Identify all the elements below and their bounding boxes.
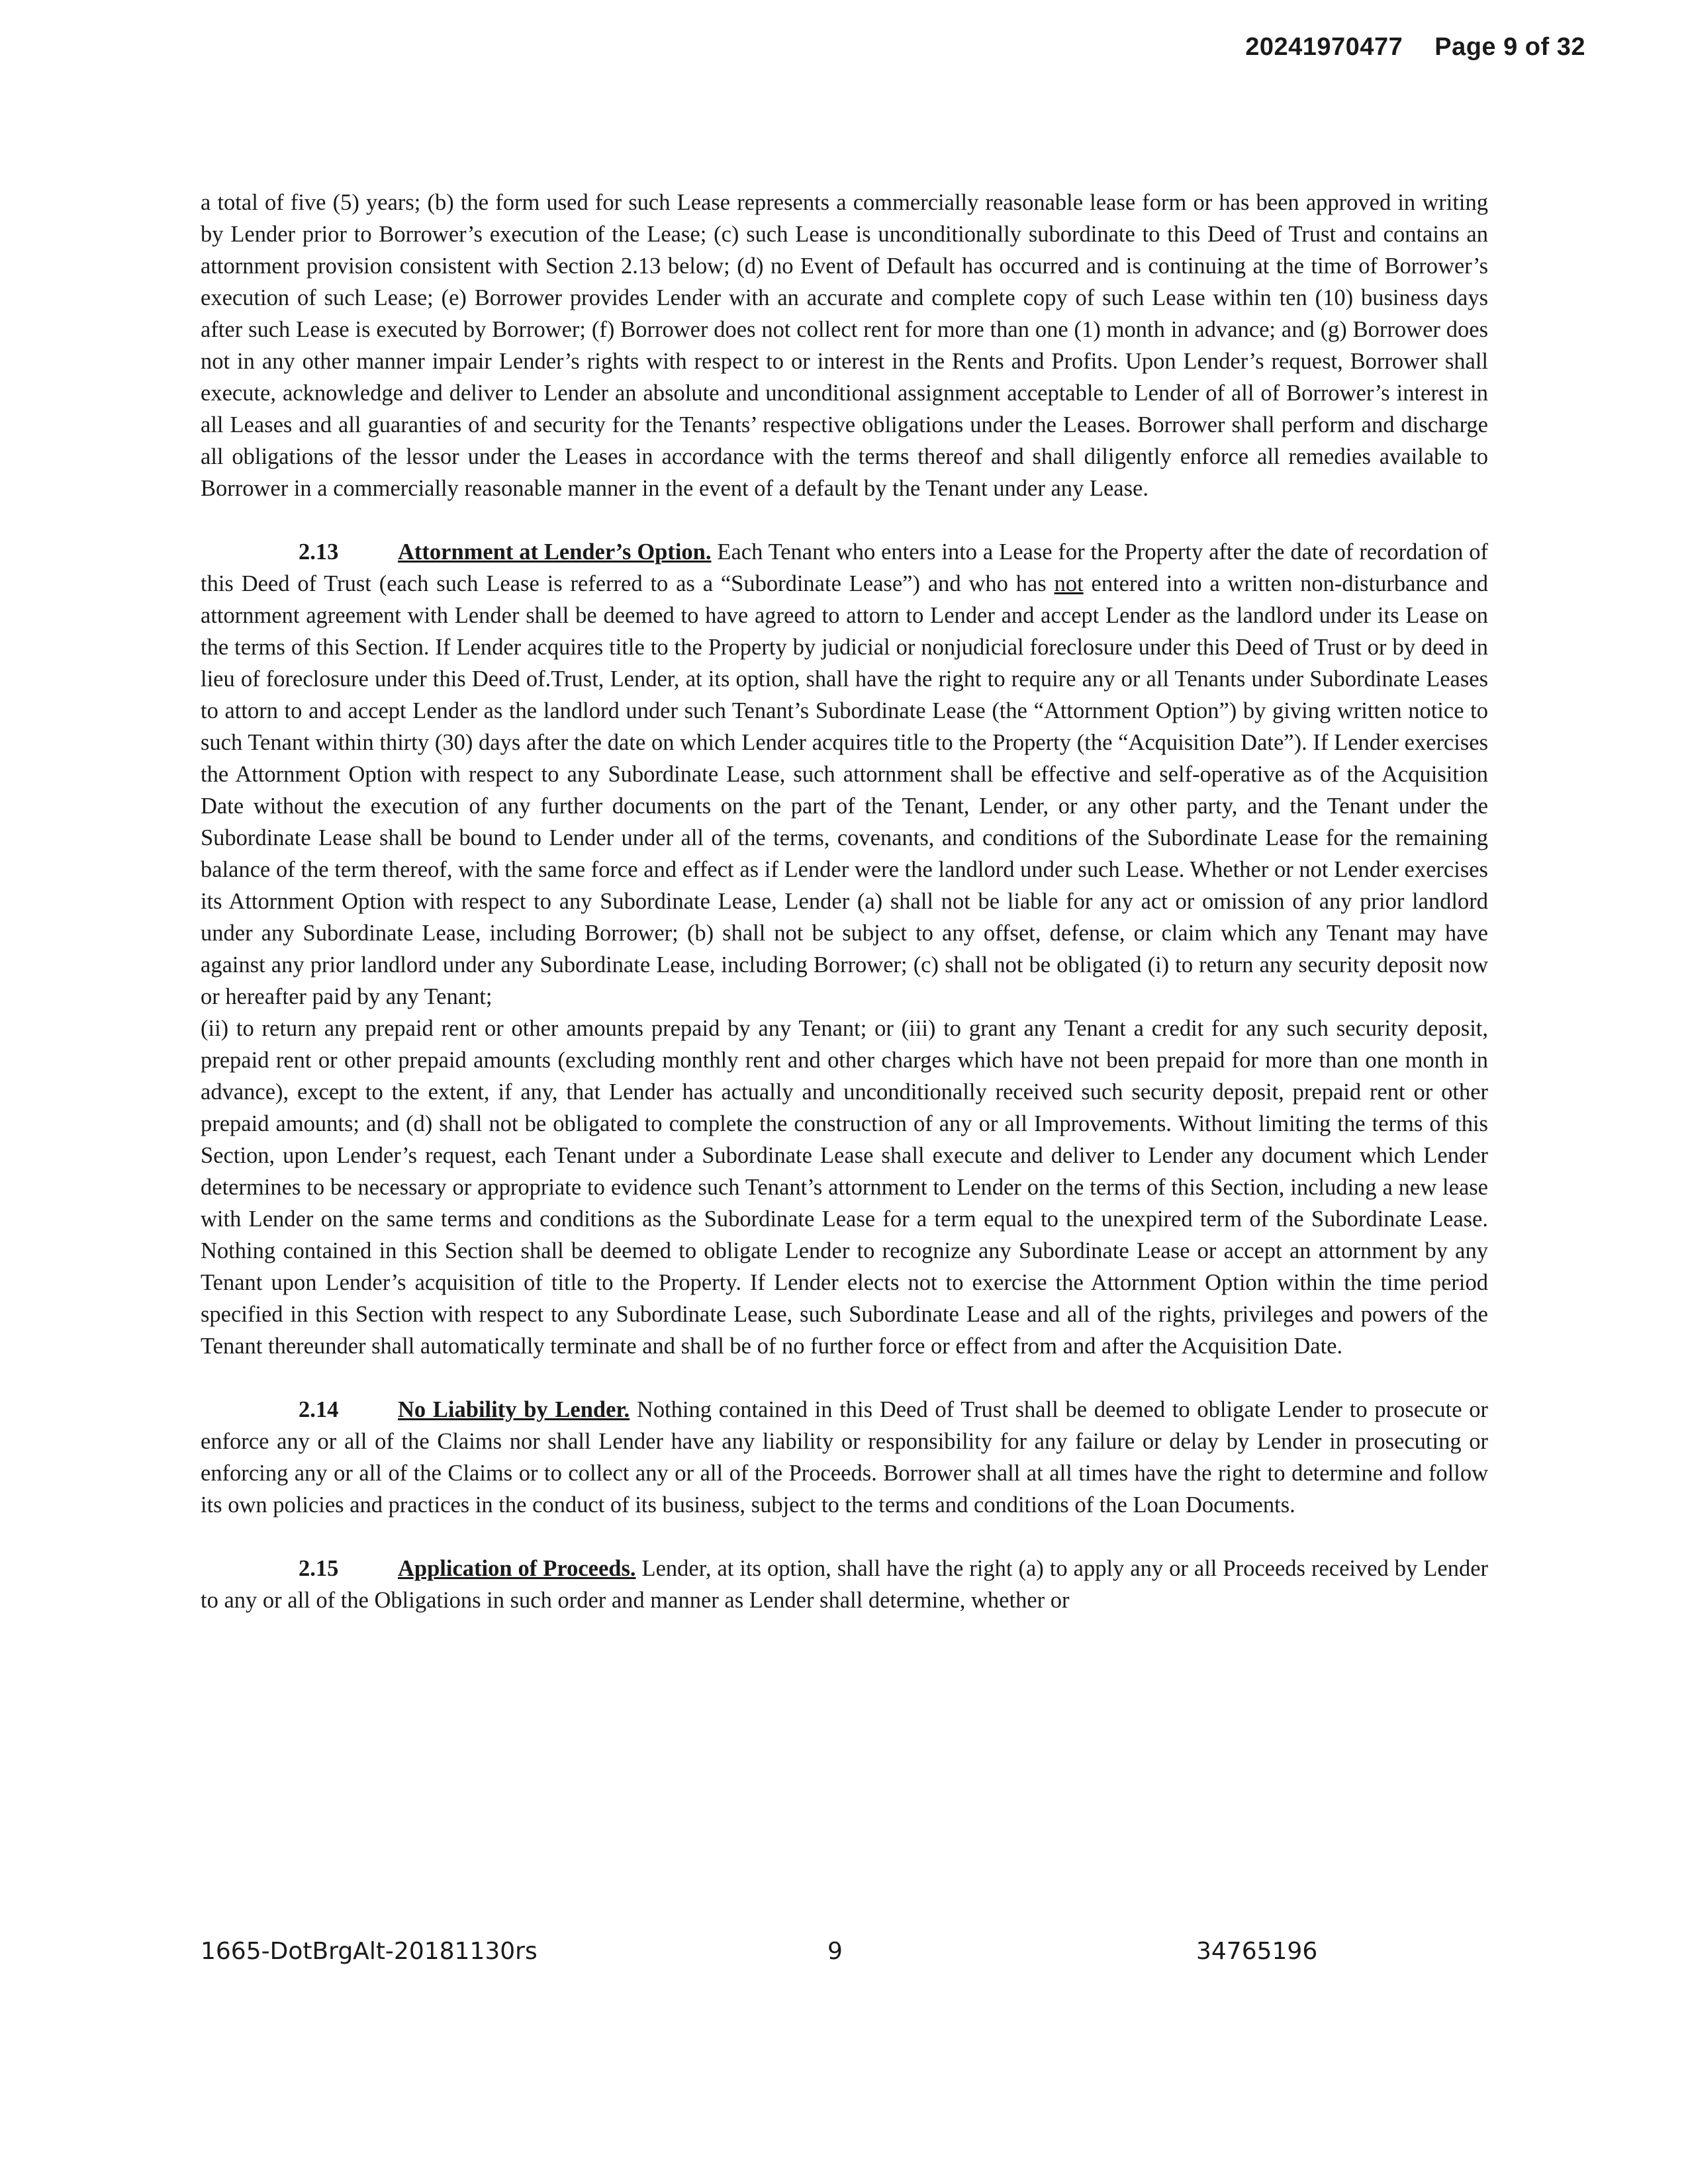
document-body [201, 187, 1488, 1616]
page-header [1245, 33, 1585, 62]
section-title: Attornment at Lender’s Option. [398, 539, 712, 565]
section-number: 2.13 [299, 539, 339, 565]
section-number: 2.15 [299, 1556, 339, 1581]
footer-page-number: 9 [827, 1938, 843, 1965]
section-text: Nothing contained in this Deed of Trust shall be deemed to obligate Lender to prosecute or enforce any or all of the Claims nor shall Lender have any liability or responsibility for any failure or delay by Lender in prosecuting or enforcing any or all of the Claims or to collect any or all of the Proceeds. Borrower shall at all times have the right to determine and follow its own policies and practices in the conduct of its business, subject to the terms and conditions of the Loan Documents. [201, 1397, 1489, 1518]
form-code: 1665-DotBrgAlt-20181130rs [201, 1938, 538, 1965]
section-text: Lender, at its option, shall have the right (a) to apply any or all Proceeds received by Lender to any or all of the Obligations in such order and manner as Lender shall determine, whether or [201, 1556, 1488, 1613]
section-2-14 [201, 1394, 1488, 1521]
section-2-15 [201, 1553, 1488, 1616]
document-number: 20241970477 [1245, 33, 1403, 61]
section-title: No Liability by Lender. [398, 1397, 630, 1422]
section-title: Application of Proceeds. [398, 1556, 636, 1581]
section-2-13 [201, 536, 1488, 1013]
section-2-13-continued: (ii) to return any prepaid rent or other amounts prepaid by any Tenant; or (iii) to grant any Tenant a credit for any such security deposit, prepaid rent or other prepaid amounts (excluding monthly rent and other charges which have not been prepaid for more than one month in advance), except to the extent, if any, that Lender has actually and unconditionally received such security deposit, prepaid rent or other prepaid amounts; and (d) shall not be obligated to complete the construction of any or all Improvements. Without limiting the terms of this Section, upon Lender’s request, each Tenant under a Subordinate Lease shall execute and deliver to Lender any document which Lender determines to be necessary or appropriate to evidence such Tenant’s attornment to Lender on the terms of this Section, including a new lease with Lender on the same terms and conditions as the Subordinate Lease for a term equal to the unexpired term of the Subordinate Lease. Nothing contained in this Section shall be deemed to obligate Lender to recognize any Subordinate Lease or accept an attornment by any Tenant upon Lender’s acquisition of title to the Property. If Lender elects not to exercise the Attornment Option within the time period specified in this Section with respect to any Subordinate Lease, such Subordinate Lease and all of the rights, privileges and powers of the Tenant thereunder shall automatically terminate and shall be of no further force or effect from and after the Acquisition Date. [201, 1016, 1488, 1359]
intro-paragraph: a total of five (5) years; (b) the form used for such Lease represents a commercially reasonable lease form or has been approved in writing by Lender prior to Borrower’s execution of the Lease; (c) such Lease is unconditionally subordinate to this Deed of Trust and contains an attornment provision consistent with Section 2.13 below; (d) no Event of Default has occurred and is continuing at the time of Borrower’s execution of such Lease; (e) Borrower provides Lender with an accurate and complete copy of such Lease within ten (10) business days after such Lease is executed by Borrower; (f) Borrower does not collect rent for more than one (1) month in advance; and (g) Borrower does not in any other manner impair Lender’s rights with respect to or interest in the Rents and Profits. Upon Lender’s request, Borrower shall execute, acknowledge and deliver to Lender an absolute and unconditional assignment acceptable to Lender of all of Borrower’s interest in all Leases and all guaranties of and security for the Tenants’ respective obligations under the Leases. Borrower shall perform and discharge all obligations of the lessor under the Leases in accordance with the terms thereof and shall diligently enforce all remedies available to Borrower in a commercially reasonable manner in the event of a default by the Tenant under any Lease. [201, 190, 1488, 501]
footer-doc-id: 34765196 [1196, 1938, 1318, 1965]
section-text: Each Tenant who enters into a Lease for the Property after the date of recordation of this Deed of Trust (each such Lease is referred to as a “Subordinate Lease”) and who has [201, 539, 1488, 596]
page-footer [201, 1938, 1488, 1971]
section-number: 2.14 [299, 1397, 339, 1422]
page-label: Page 9 of 32 [1434, 33, 1585, 61]
section-text: entered into a written non-disturbance and attornment agreement with Lender shall be deemed to have agreed to attorn to Lender and accept Lender as the landlord under its Lease on the terms of this Section. If Lender acquires title to the Property by judicial or nonjudicial foreclosure under this Deed of Trust or by deed in lieu of foreclosure under this Deed of.Trust, Lender, at its option, shall have the right to require any or all Tenants under Subordinate Leases to attorn to and accept Lender as the landlord under such Tenant’s Subordinate Lease (the “Attornment Option”) by giving written notice to such Tenant within thirty (30) days after the date on which Lender acquires title to the Property (the “Acquisition Date”). If Lender exercises the Attornment Option with respect to any Subordinate Lease, such attornment shall be effective and self-operative as of the Acquisition Date without the execution of any further documents on the part of the Tenant, Lender, or any other party, and the Tenant under the Subordinate Lease shall be bound to Lender under all of the terms, covenants, and conditions of the Subordinate Lease for the remaining balance of the term thereof, with the same force and effect as if Lender were the landlord under such Lease. Whether or not Lender exercises its Attornment Option with respect to any Subordinate Lease, Lender (a) shall not be liable for any act or omission of any prior landlord under any Subordinate Lease, including Borrower; (b) shall not be subject to any offset, defense, or claim which any Tenant may have against any prior landlord under any Subordinate Lease, including Borrower; (c) shall not be obligated (i) to return any security deposit now or hereafter paid by any Tenant; [201, 571, 1489, 1009]
emphasis-not: not [1054, 571, 1084, 596]
